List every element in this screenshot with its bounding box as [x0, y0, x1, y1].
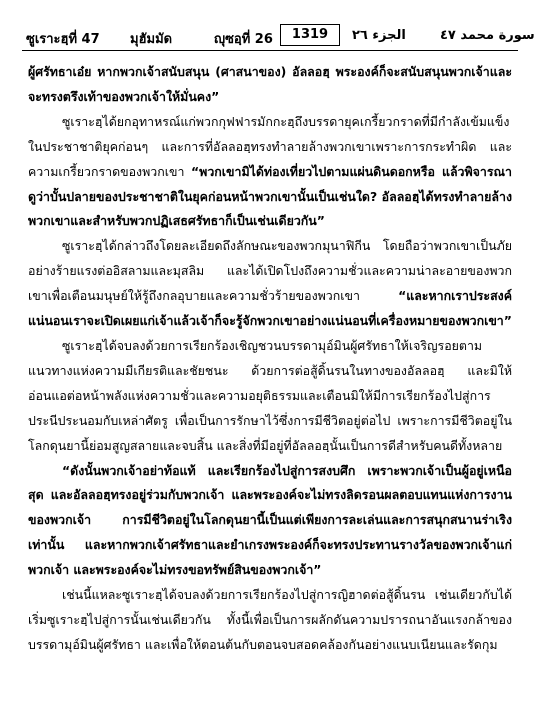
quote-text: “ดังนั้นพวกเจ้าอย่าท้อแท้ และเรียกร้องไปสู่การสงบศึก เพราะพวกเจ้าเป็นผู้อยู่เหนือสุด และอัลลอฮฺทรงอยู่ร่วมกับพวกเจ้า และพระองค์จะไม่ทรงลิดรอนผลตอบแทนแห่งการงานของพวกเจ้า การมีชีวิตอยู่ในโลกดุนยานี้เป็นแต่เพียงการละเล่นและการสนุกสนานร่าเริงเท่านั้น และหากพวกเจ้าศรัทธาและยำเกรงพระองค์ก็จะทรงประทานรางวัลของพวกเจ้าแก่พวกเจ้า และพระองค์จะไม่ทรงขอทรัพย์สินของพวกเจ้า” — [28, 462, 512, 578]
surah-name-thai: มุฮัมมัด — [130, 32, 173, 47]
paragraph-text: เช่นนี้แหละซูเราะฮฺได้จบลงด้วยการเรียกร้องไปสู่การญิฮาดต่อสู้ดิ้นรน เช่นเดียวกับได้เริ่มซูเราะฮฺไปสู่การนั้นเช่นเดียวกัน ทั้งนี้เพื่อเป็นการผลักดันความปรารถนาอันแรงกล้าของบรรดามุอ์มินผู้ศรัทธา และเพื่อให้ตอนต้นกับตอนจบสอดคล้องกันอย่างแนบเนียนและรัดกุม — [28, 587, 512, 652]
header-divider — [22, 50, 518, 51]
juz-arabic: الجزء ٢٦ — [352, 28, 406, 43]
paragraph — [28, 459, 512, 584]
surah-arabic: سورة محمد ٤٧ — [440, 28, 535, 43]
juz-number-thai: ญุซอฺที่ 26 — [214, 32, 273, 47]
paragraph — [28, 234, 512, 334]
paragraph — [28, 60, 512, 110]
paragraph-text: ซูเราะฮฺได้กล่าวถึงโดยละเอียดถึงลักษณะของพวกมุนาฟิกีน โดยถือว่าพวกเขาเป็นภัยอย่างร้ายแรงต่ออิสลามและมุสลิม และได้เปิดโปงถึงความชั่วและความน่าละอายของพวกเขาเพื่อเตือนมนุษย์ให้รู้ถึงกลอุบายและความชั่วร้ายของพวกเขา — [28, 238, 512, 304]
page-number-box: 1319 — [280, 24, 340, 46]
page-header — [22, 24, 535, 50]
quote-text: ผู้ศรัทธาเอ๋ย หากพวกเจ้าสนับสนุน (ศาสนาของ) อัลลอฮฺ พระองค์ก็จะสนับสนุนพวกเจ้าและจะทรงตรึงเท้าของพวกเจ้าให้มั่นคง” — [28, 64, 512, 104]
paragraph-text: ซูเราะฮฺได้ยกอุทาหรณ์แก่พวกกุฟฟารมักกะฮฺถึงบรรดายุคเกรี้ยวกราดที่มีกำลังเข้มแข็งในประชาชาติยุคก่อนๆ และการที่อัลลอฮฺทรงทำลายล้างพวกเขาเพราะการกระทำผิด และความเกรี้ยวกราดของพวกเขา — [28, 113, 512, 179]
paragraph — [28, 334, 512, 459]
body-text — [28, 60, 512, 658]
quote-text: “พวกเขามิได้ท่องเที่ยวไปตามแผ่นดินดอกหรือ แล้วพิจารณาดูว่าบั้นปลายของประชาชาติในยุคก่อนหน้าพวกเขานั้นเป็นเช่นใด? อัลลอฮฺได้ทรงทำลายล้างพวกเขาและสำหรับพวกปฏิเสธศรัทธาก็เป็นเช่นเดียวกัน” — [28, 163, 512, 229]
paragraph-text: ซูเราะฮฺได้จบลงด้วยการเรียกร้องเชิญชวนบรรดามุอ์มินผู้ศรัทธาให้เจริญรอยตามแนวทางแห่งความมีเกียรติและชัยชนะ ด้วยการต่อสู้ดิ้นรนในทางของอัลลอฮฺ และมิให้อ่อนแอต่อหน้าพลังแห่งความชั่วและความอยุติธรรมและเตือนมิให้มีการเรียกร้องไปสู่การประนีประนอมกับเหล่าศัตรู เพื่อเป็นการรักษาไว้ซึ่งการมีชีวิตอยู่ต่อไป เพราะการมีชีวิตอยู่ในโลกดุนยานี้ย่อมสูญสลายและจบสิ้น และสิ่งที่มีอยู่ที่อัลลอฮฺนั้นเป็นการดีสำหรับคนดีทั้งหลาย — [28, 337, 512, 453]
surah-number-thai: ซูเราะฮฺที่ 47 — [26, 32, 100, 47]
paragraph — [28, 110, 512, 235]
paragraph — [28, 583, 512, 658]
quote-text: “และหากเราประสงค์แน่นอนเราจะเปิดเผยแก่เจ้าแล้วเจ้าก็จะรู้จักพวกเขาอย่างแน่นอนที่เครื่องหมายของพวกเขา” — [28, 288, 512, 329]
